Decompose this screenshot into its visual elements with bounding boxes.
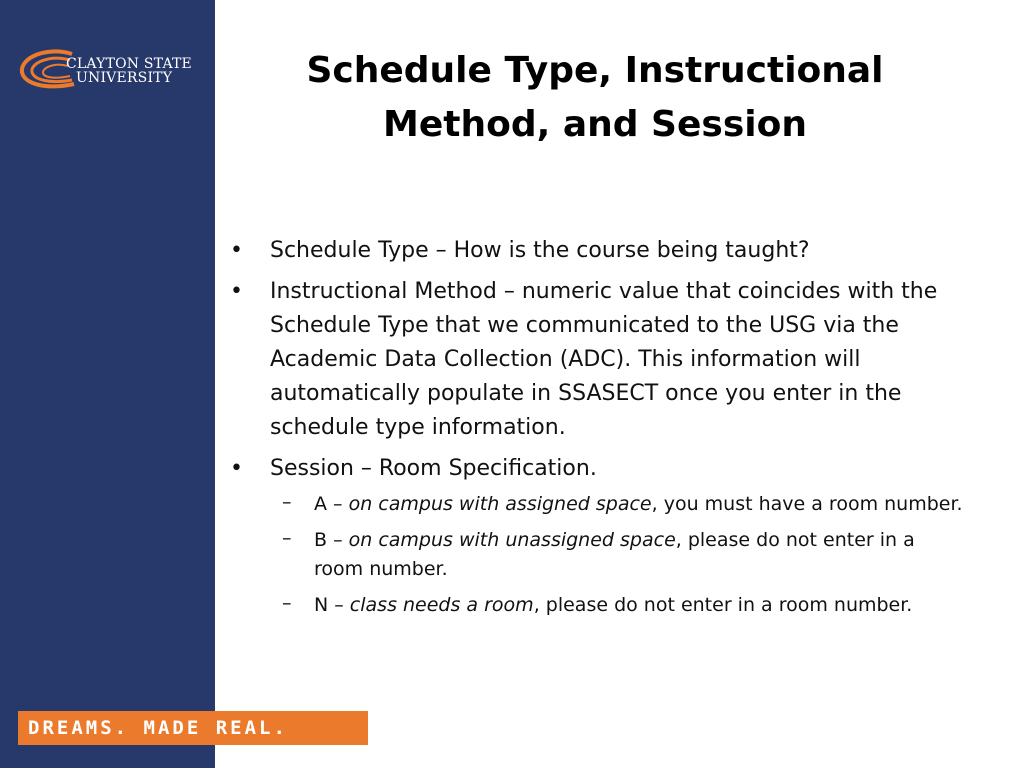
sub-bullet-rest: , you must have a room number. — [651, 493, 963, 515]
logo-line-2: UNIVERSITY — [76, 70, 173, 86]
sub-bullet-item — [270, 490, 968, 519]
sub-bullet-list — [270, 490, 968, 620]
bullet-text: Instructional Method – numeric value that coincides with the Schedule Type that we communicated to the USG via the Academic Data Collection (ADC). This information will automatically populate in SSASECT once you enter in the schedule type information. — [270, 279, 938, 440]
sub-bullet-emphasis: on campus with assigned space — [348, 493, 652, 515]
bullet-item — [228, 275, 968, 445]
bullet-icon: • — [230, 279, 243, 304]
slide-content — [228, 234, 968, 627]
tagline-text: DREAMS. MADE REAL. — [28, 717, 288, 739]
bullet-text: Schedule Type – How is the course being taught? — [270, 238, 810, 263]
tagline-bar — [18, 711, 368, 745]
sub-bullet-emphasis: class needs a room — [349, 594, 534, 616]
bullet-item — [228, 234, 968, 268]
sub-bullet-prefix: N – — [314, 594, 350, 616]
sub-bullet-emphasis: on campus with unassigned space — [348, 529, 676, 551]
bullet-text: Session – Room Specification. — [270, 456, 597, 481]
bullet-icon: • — [230, 456, 243, 481]
dash-icon: – — [282, 527, 292, 549]
slide-title: Schedule Type, Instructional Method, and Session — [306, 50, 884, 145]
dash-icon: – — [282, 491, 292, 513]
university-logo — [16, 44, 196, 96]
sub-bullet-prefix: A – — [314, 493, 349, 515]
sub-bullet-prefix: B – — [314, 529, 349, 551]
sub-bullet-rest: , please do not enter in a room number. — [314, 529, 915, 580]
logo-wordmark — [66, 57, 192, 85]
bullet-item — [228, 452, 968, 620]
logo-line-1: CLAYTON STATE — [66, 56, 192, 72]
dash-icon: – — [282, 592, 292, 614]
sub-bullet-rest: , please do not enter in a room number. — [533, 594, 913, 616]
bullet-icon: • — [230, 238, 243, 263]
sub-bullet-item — [270, 591, 968, 620]
sidebar — [0, 0, 215, 768]
bullet-list — [228, 234, 968, 620]
sub-bullet-item — [270, 526, 968, 584]
